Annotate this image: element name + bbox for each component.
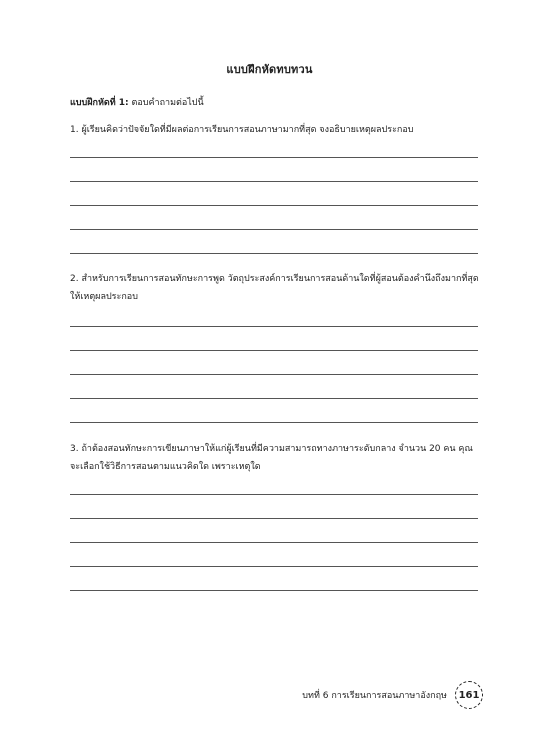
answer-line[interactable] (70, 205, 478, 206)
answer-line[interactable] (70, 518, 478, 519)
chapter-title: บทที่ 6 การเรียนการสอนภาษาอังกฤษ (302, 691, 447, 701)
answer-line[interactable] (70, 374, 478, 375)
answer-line[interactable] (70, 326, 478, 327)
question-3: 3. ถ้าต้องสอนทักษะการเขียนภาษาให้แก่ผู้เรียนที่มีความสามารถทางภาษาระดับกลาง จำนวน 20 คน คุณจะเลือกใช้วิธีการสอนตามแนวคิดใด เพราะเหตุใด (70, 444, 473, 472)
answer-line[interactable] (70, 398, 478, 399)
answer-line[interactable] (70, 157, 478, 158)
answer-line[interactable] (70, 566, 478, 567)
page-number-badge: 161 (455, 681, 483, 709)
instruction-text: ตอบคำถามต่อไปนี้ (131, 98, 204, 108)
answer-line[interactable] (70, 494, 478, 495)
exercise-label: แบบฝึกหัดที่ 1: (70, 98, 129, 108)
answer-line[interactable] (70, 229, 478, 230)
page-title: แบบฝึกหัดทบทวน (226, 63, 313, 76)
answer-line[interactable] (70, 350, 478, 351)
page-footer (302, 681, 483, 709)
answer-line[interactable] (70, 181, 478, 182)
instruction (70, 95, 204, 109)
answer-line[interactable] (70, 422, 478, 423)
answer-line[interactable] (70, 542, 478, 543)
answer-line[interactable] (70, 253, 478, 254)
question-1: 1. ผู้เรียนคิดว่าปัจจัยใดที่มีผลต่อการเรียนการสอนภาษามากที่สุด จงอธิบายเหตุผลประกอบ (70, 125, 414, 135)
question-2: 2. สำหรับการเรียนการสอนทักษะการพูด วัตถุประสงค์การเรียนการสอนด้านใดที่ผู้สอนต้องคำนึงถึงมากที่สุด ให้เหตุผลประกอบ (70, 274, 479, 302)
answer-line[interactable] (70, 590, 478, 591)
